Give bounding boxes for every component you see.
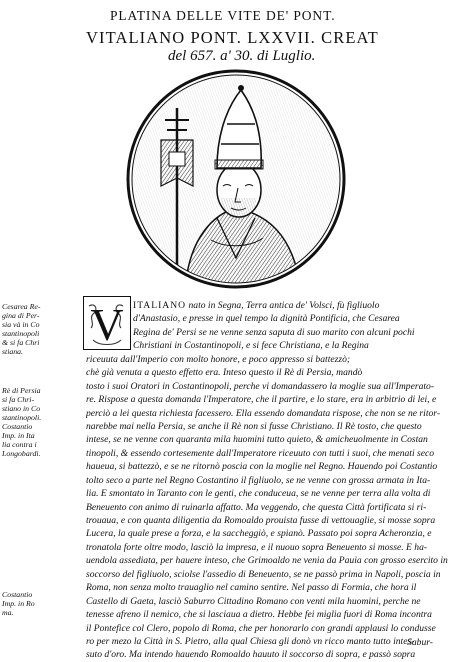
text-line: tinopoli, & essendo cortesemente dall'Imperatore riceuuto con tutti i suoi, che menati seco — [86, 447, 435, 459]
text-line: tronatola forte oltre modo, lasciò la impresa, e il nuouo sopra Beneuento si mosse. E ha- — [86, 541, 428, 553]
margin-note: Costantio Imp. in Ro ma. — [2, 590, 35, 617]
text-line: perciò a lei questa richiesta facessero. Ella essendo domandata rispose, che non se ne ritor- — [86, 407, 441, 419]
text-line: uendola assediata, per hauere inteso, che Grimoaldo ne venia da Pauia con grosso esercito in — [86, 555, 448, 567]
text-line: Regina de' Persi se ne venne senza saputa di suo marito con alcuni pochi — [133, 326, 415, 338]
dropcap-letter: V — [90, 299, 124, 350]
text-line: Castello di Gaeta, lasciò Saburro Cittadino Romano con venti mila huomini, perche ne — [86, 595, 421, 607]
text-line: ro per mezo la Città in S. Pietro, alla qual Chiesa gli donò vn ricco manto tutto intes- — [86, 635, 415, 647]
body-text — [86, 299, 448, 662]
text-line: il Pontefice col Clero, popolo di Roma, che per honorarlo con grandi applausi lo condusse — [86, 622, 436, 634]
text-line: Beneuento con animo di ruinarla affatto. Ma veggendo, che questa Città fortificata si ri- — [86, 501, 427, 513]
text-line: Lucera, la quale prese a forza, e la saccheggiò, e spianò. Passato poi sopra Acheronzia, e — [86, 528, 432, 540]
papal-portrait-icon — [125, 68, 347, 290]
catchword: Sabur- — [407, 637, 433, 648]
text-line: narebbe mai nella Persia, se anche il Rè non si fusse Christiano. Il Rè tosto, che questo — [86, 420, 422, 432]
text-line: soccorso del figliuolo, sciolse l'assedio di Beneuento, se ne passò prima in Napoli, poscia in — [86, 568, 441, 580]
text-line: chè già venuta a questo effetto era. Inteso questo il Rè di Persia, mandò — [86, 367, 363, 379]
text-line: re. Rispose a questa domanda l'Imperatore, che il partire, e lo stare, era in arbitrio di lei, e — [86, 394, 437, 406]
text-line: ITALIANO nato in Segna, Terra antica de' Volsci, fù figliuolo — [133, 300, 380, 311]
chapter-date: del 657. a' 30. di Luglio. — [168, 48, 316, 64]
text-line: riceuuta dall'Imperio con molto honore, e poco appresso si battezzò; — [86, 353, 351, 365]
text-line: tolto seco a parte nel Regno Costantino il figliuolo, se ne venne con grossa armata in Ita- — [86, 474, 431, 486]
text-line: Christiani in Costantinopoli, e si fece Christiana, e la Regina — [133, 340, 369, 352]
text-line: tenesse afreno il nemico, che si lasciaua a dietro. Hebbe fei miglia fuori di Roma incontra — [86, 609, 432, 621]
chapter-title: VITALIANO PONT. LXXVII. CREAT — [86, 28, 379, 47]
text-line: d'Anastasio, e presse in quel tempo la dignità Pontificia, che Cesarea — [133, 313, 400, 325]
text-line: lia. E smontato in Taranto con le genti, che conduceua, se ne venne per terra alla volta di — [86, 488, 431, 500]
text-line: intese, se ne venne con quaranta mila huomini tutto quieto, & amicheuolmente in Costan — [86, 434, 428, 446]
margin-note: Cesarea Re- gina di Per- sia và in Co stantinopoli & si fa Chri stiana. — [2, 302, 41, 356]
text-line: suto d'oro. Ma intendo hauendo Romoaldo hauuto il soccorso di sopra, e passò sopra — [86, 649, 416, 661]
text-line: tosto i suoi Oratori in Costantinopoli, perche vi domandassero la moglie sua all'Imperato- — [86, 380, 435, 392]
text-line: haueua, si battezzò, e se ne ritornò poscia con la moglie nel Regno. Hauendo poi Costantio — [86, 461, 438, 473]
text-line: trouaua, e con quanta diligentia da Romoaldo prouista fusse di vettouaglie, si mosse sopra — [86, 515, 436, 526]
text-line: Roma, non senza molto trauaglio nel camino sentire. Nel passo di Formia, che hora il — [86, 582, 417, 594]
running-head: PLATINA DELLE VITE DE' PONT. — [110, 8, 336, 23]
margin-note: Rè di Persia si fa Chri- stiano in Co stantinopoli. Costantio Imp. in Ita lia contra i Longobardi. — [2, 386, 42, 458]
